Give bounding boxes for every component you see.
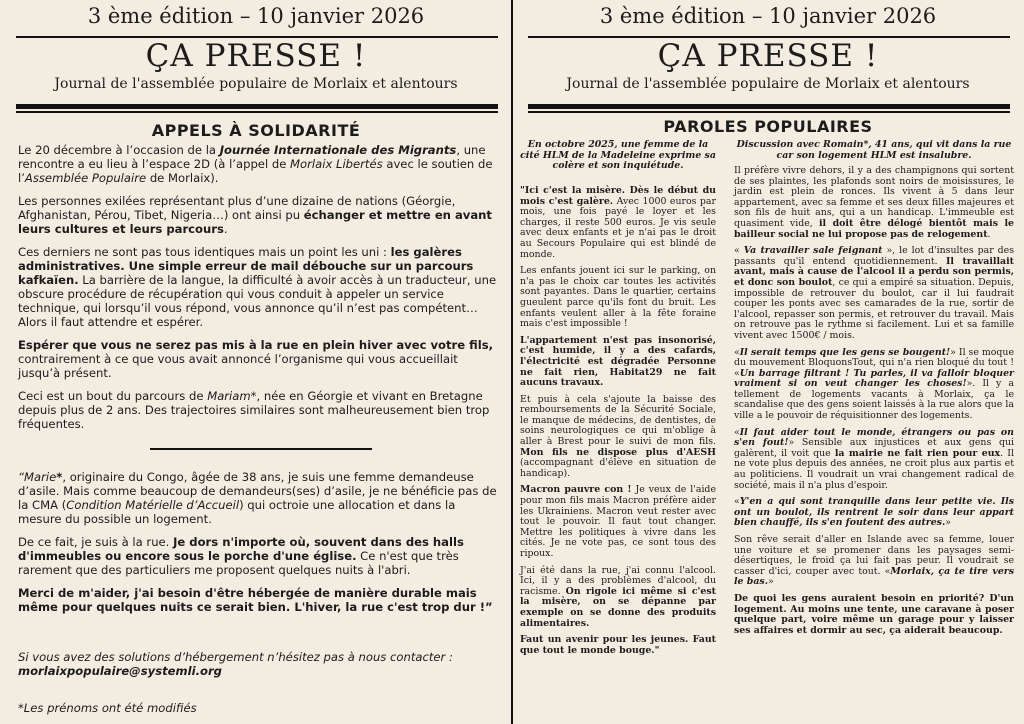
masthead-thin-rule	[16, 111, 498, 113]
c1-paragraph: "Ici c'est la misère. Dès le début du mois c'est galère. Avec 1000 euros par mois, une fois payé le loyer et les charges, il reste 500 euros. Je vis seule avec deux enfants et je n'ai pas le droit au Secours Populaire qui est blindé de monde.	[520, 185, 717, 260]
c2-paragraph: « Va travailler sale feignant », le lot d'insultes par des passants qu'il entend quotidiennement. Il travaillait avant, mais à cause de l'alcool il a perdu son permis, et donc son boulot, ce qui a empiré sa situation. Depuis, impossible de retrouver du boulot, car il lui faudrait couper les ponts avec ses camarades de la rue, sortir de l'alcool, repasser son permis, et retrouver du travail. Mais on retrouve pas le rythme si facilement. Lui et sa famille vivent avec 1500€ / mois.	[734, 245, 1015, 341]
c2-paragraph: De quoi les gens auraient besoin en priorité? D'un logement. Au moins une tente, une caravane à poser quelque part, voire même un garage pour y laisser ses affaires et dormir au sec, ça aiderait beaucoup.	[734, 592, 1014, 636]
paragraph-1: Le 20 décembre à l’occasion de la Journée Internationale des Migrants, une rencontre a eu lieu à l’espace 2D (à l’appel de Morlaix Libertés avec le soutien de l’Assemblée Populaire de Morlaix).	[18, 143, 493, 185]
paragraph-4: Espérer que vous ne serez pas mis à la rue en plein hiver avec votre fils, contrairement à ce que vous avait annoncé l’organisme qui vous accueillait jusqu’à présent.	[18, 338, 494, 380]
journal-subtitle: Journal de l'assemblée populaire de Morlaix et alentours	[566, 76, 970, 92]
paragraph-3: Ces derniers ne sont pas tous identiques mais un point les uni : les galères administratives. Une simple erreur de mail débouche sur un parcours kafkaïen. La barrière de la langue, la difficulté à avoir accès à un traducteur, une obscure procédure de récupération qui vous conduit à appeler un service technique, qui lorsqu’il vous répond, vous annonce qu’il n’est pas compétent… Alors il faut attendre et espérer.	[18, 245, 497, 329]
testimony-paragraph-2: De ce fait, je suis à la rue. Je dors n'importe où, souvent dans des halls d'immeubles ou encore sous le porche d'une église. Ce n'est que très rarement que des particuliers me proposent quelques nuits à l'abri.	[18, 535, 464, 577]
c2-paragraph: Son rêve serait d'aller en Islande avec sa femme, louer une voiture et se promener dans les paysages semi-désertiques, le froid ça lui fait pas peur. Il voudrait se casser d'ici, couper avec tout. «Morlaix, ça te tire vers le bas.»	[734, 534, 1014, 588]
edition-line: 3 ème édition – 10 janvier 2026	[87, 4, 425, 28]
c1-paragraph: Macron pauvre con ! Je veux de l'aide pour mon fils mais Macron préfère aider les Ukrainiens. Macron veut rester avec tout le pouvoir. Il faut tout changer. Mettre les politiques à vivre dans les cités. Je ne vote pas, ce sont tous des ripoux.	[520, 484, 716, 559]
masthead-thick-rule	[16, 104, 498, 109]
paragraph-5: Ceci est un bout du parcours de Mariam*, née en Géorgie et vivant en Bretagne depuis plus de 2 ans. Des trajectoires similaires sont malheureusement bien trop fréquentes.	[18, 389, 490, 431]
section-title-paroles: PAROLES POPULAIRES	[663, 117, 873, 136]
c2-paragraph: «Y'en a qui sont tranquille dans leur petite vie. Ils ont un boulot, ils rentrent le soir dans leur appart bien chauffé, ils s'en foutent des autres.»	[734, 496, 1014, 529]
testimony-paragraph-3: Merci de m'aider, j'ai besoin d'être hébergée de manière durable mais même pour quelques nuits ce serait bien. L'hiver, la rue c'est trop dur !”	[18, 586, 493, 614]
paragraph-2: Les personnes exilées représentant plus d’une dizaine de nations (Géorgie, Afghanistan, Pérou, Tibet, Nigeria…) ont ainsi pu échanger et mettre en avant leurs cultures et leurs parcours.	[18, 194, 492, 236]
contact-email[interactable]: morlaixpopulaire@systemli.org	[18, 664, 222, 678]
journal-title: ÇA PRESSE !	[145, 38, 367, 74]
right-page	[512, 0, 1024, 724]
c2-paragraph: «Il faut aider tout le monde, étrangers ou pas on s'en fout!» Sensible aux injustices et aux gens qui galèrent, il voit que la mairie ne fait rien pour eux. Il ne vote plus depuis des années, ne croit plus aux partis et au politiciens. Il voudrait un vrai changement radical de société, mais il n'a plus d'espoir.	[734, 426, 1014, 491]
journal-title: ÇA PRESSE !	[657, 38, 879, 74]
contact-block	[18, 650, 500, 678]
intro-column-1: En octobre 2025, une femme de la cité HLM de la Madeleine exprime sa colère et son inquiétude.	[520, 139, 716, 172]
article-body	[18, 143, 500, 440]
journal-subtitle: Journal de l'assemblée populaire de Morlaix et alentours	[54, 76, 458, 92]
column-2	[734, 166, 1014, 642]
contact-text: Si vous avez des solutions d’hébergement n’hésitez pas à nous contacter :	[18, 650, 453, 664]
testimony-paragraph-1: “Marie*, originaire du Congo, âgée de 38 ans, je suis une femme demandeuse d’asile. Mais comme beaucoup de demandeurs(ses) d’asile, je ne bénéficie pas de la CMA (Condition Matérielle d’Accueil) qui octroie une allocation et dans la mesure du possible un logement.	[18, 470, 497, 526]
masthead-thin-rule	[528, 111, 1010, 113]
separator	[150, 448, 372, 450]
edition-line: 3 ème édition – 10 janvier 2026	[599, 4, 937, 28]
c1-paragraph: J'ai été dans la rue, j'ai connu l'alcool. Ici, il y a des problèmes d'alcool, du racisme. On rigole ici même si c'est la misère, on se dépanne par exemple on se donne des produits alimentaires.	[520, 564, 716, 629]
masthead-thick-rule	[528, 104, 1010, 109]
c2-paragraph: «Il serait temps que les gens se bougent!» Il se moque du mouvement BloquonsTout, qui n'a rien bloqué du tout ! «Un barrage filtrant ! Tu parles, il va falloir bloquer vraiment si on veut changer les choses!». Il y a tellement de logements vacants à Morlaix, ça le scandalise que des gens soient laissés à la rue alors que la ville a le pouvoir de réquisitionner des logements.	[734, 346, 1015, 422]
column-1	[520, 186, 716, 662]
section-title-solidarity: APPELS À SOLIDARITÉ	[151, 121, 361, 140]
c1-paragraph: L'appartement n'est pas insonorisé, c'est humide, il y a des cafards, l'électricité est dégradée Personne ne fait rien, Habitat29 ne fait aucuns travaux.	[520, 334, 716, 389]
c1-paragraph: Et puis à cela s'ajoute la baisse des remboursements de la Sécurité Sociale, le manque de médecins, de dentistes, de soins neurologiques ce qui m'oblige à aller à Brest pour le suivi de mon fils. Mon fils ne dispose plus d'AESH (accompagnant d'élève en situation de handicap).	[520, 393, 716, 479]
footnote: *Les prénoms ont été modifiés	[18, 701, 197, 715]
c2-paragraph: Il préfère vivre dehors, il y a des champignons qui sortent de ses plaintes, les plafonds sont noirs de moisissures, le jardin est plein de ronces. Ils vivent à 5 dans leur appartement, avec sa femme et ses deux filles majeures et son fils de huit ans, qui a un handicap. L'immeuble est quasiment vide, il doit être délogé bientôt mais le bailleur social ne lui propose pas de relogement.	[734, 165, 1015, 240]
c1-paragraph: Les enfants jouent ici sur le parking, on n'a pas le choix car toutes les activités sont payantes. Dans le quartier, certains gueulent parce qu'ils font du bruit. Les enfants veulent aller à la fête foraine mais c'est impossible !	[520, 265, 716, 330]
c1-paragraph: Faut un avenir pour les jeunes. Faut que tout le monde bouge."	[520, 634, 716, 656]
testimony-body	[18, 470, 500, 623]
intro-column-2: Discussion avec Romain*, 41 ans, qui vit dans la rue car son logement HLM est insalubre.	[736, 139, 1012, 161]
